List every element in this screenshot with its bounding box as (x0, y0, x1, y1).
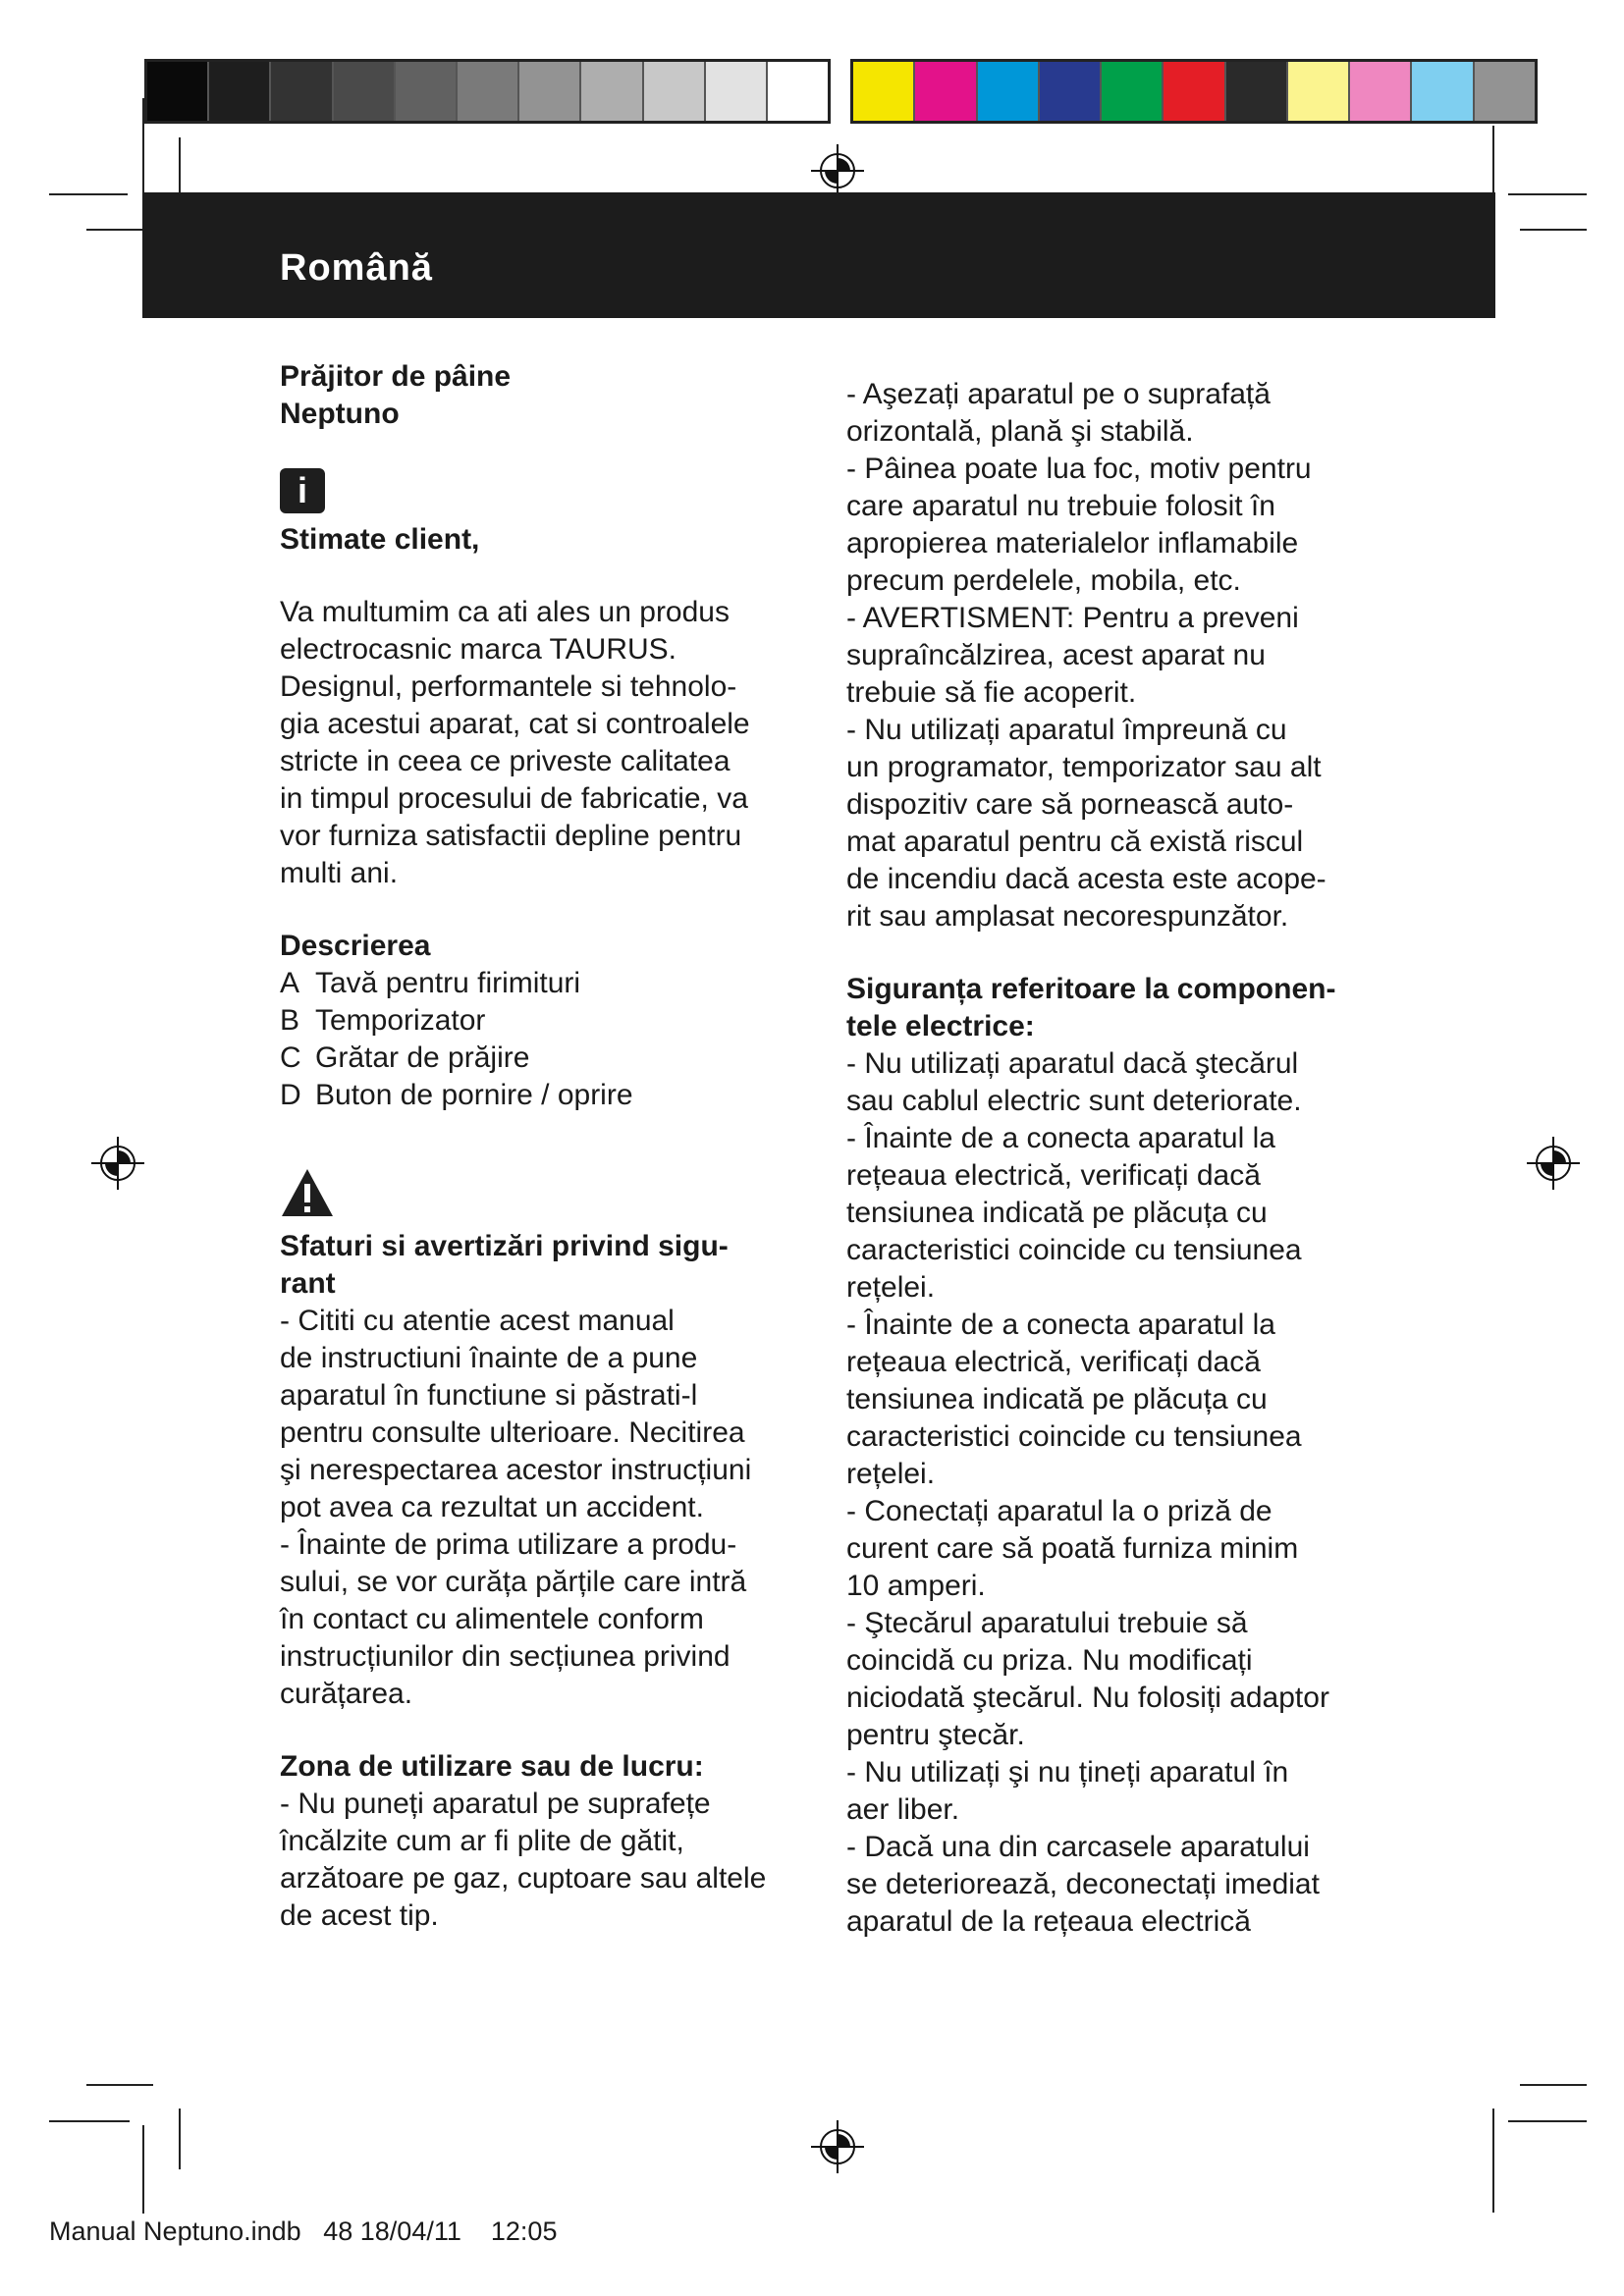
product-title-line: Neptuno (280, 398, 400, 430)
gray-swatch (644, 62, 706, 121)
safety-heading-line: Sfaturi si avertizări privind sigu- (280, 1230, 729, 1262)
usage-line: - Pâinea poate lua foc, motiv pentru (846, 453, 1312, 485)
electrical-line: aparatul de la rețeaua electrică (846, 1905, 1251, 1938)
electrical-line: pentru ştecăr. (846, 1719, 1025, 1751)
usage-line: precum perdelele, mobila, etc. (846, 564, 1241, 597)
safety-line: în contact cu alimentele conform (280, 1603, 704, 1635)
description-letter: C (280, 1041, 301, 1074)
info-icon: i (280, 468, 325, 513)
color-swatch (1226, 62, 1288, 121)
electrical-line: - Nu utilizați aparatul dacă ştecărul (846, 1047, 1299, 1080)
electrical-line: - Dacă una din carcasele aparatului (846, 1831, 1310, 1863)
crop-mark (1492, 126, 1494, 198)
zone-line: încălzite cum ar fi plite de gătit, (280, 1825, 684, 1857)
description-letter: B (280, 1004, 300, 1037)
safety-heading-line: rant (280, 1267, 336, 1300)
crop-mark (49, 2120, 130, 2122)
crop-mark (1508, 193, 1587, 195)
print-slug (49, 2216, 557, 2247)
electrical-line: 10 amperi. (846, 1570, 986, 1602)
description-text: Grătar de prăjire (315, 1041, 530, 1074)
description-heading: Descrierea (280, 930, 431, 962)
electrical-line: caracteristici coincide cu tensiunea (846, 1420, 1302, 1453)
electrical-line: curent care să poată furniza minim (846, 1532, 1299, 1565)
zone-line: arzătoare pe gaz, cuptoare sau altele (280, 1862, 767, 1895)
usage-line: orizontală, plană şi stabilă. (846, 415, 1194, 448)
safety-line: curățarea. (280, 1678, 413, 1710)
crop-mark (1520, 229, 1587, 231)
crop-mark (142, 2125, 144, 2214)
usage-line: trebuie să fie acoperit. (846, 676, 1137, 709)
electrical-line: se deteriorează, deconectați imediat (846, 1868, 1320, 1900)
electrical-line: rețeaua electrică, verificați dacă (846, 1346, 1261, 1378)
electrical-line: rețeaua electrică, verificați dacă (846, 1159, 1261, 1192)
safety-line: aparatul în functiune si păstrati-l (280, 1379, 698, 1412)
intro-line: electrocasnic marca TAURUS. (280, 633, 677, 666)
color-swatch (1350, 62, 1412, 121)
color-swatch (1040, 62, 1102, 121)
electrical-line: tensiunea indicată pe plăcuța cu (846, 1197, 1268, 1229)
electrical-line: rețelei. (846, 1271, 936, 1304)
color-swatch (978, 62, 1040, 121)
usage-line: supraîncălzirea, acest aparat nu (846, 639, 1266, 671)
grayscale-color-bar (144, 59, 831, 124)
registration-mark-icon (1527, 1137, 1580, 1190)
electrical-line: - Înainte de a conecta aparatul la (846, 1308, 1275, 1341)
intro-line: Designul, performantele si tehnolo- (280, 670, 737, 703)
description-letter: D (280, 1079, 301, 1111)
usage-line: rit sau amplasat necorespunzător. (846, 900, 1289, 933)
usage-line: de incendiu dacă acesta este acope- (846, 863, 1326, 895)
usage-line: - Nu utilizați aparatul împreună cu (846, 714, 1287, 746)
gray-swatch (334, 62, 396, 121)
safety-line: - Înainte de prima utilizare a produ- (280, 1528, 737, 1561)
safety-line: pot avea ca rezultat un accident. (280, 1491, 704, 1523)
description-text: Temporizator (315, 1004, 486, 1037)
gray-swatch (458, 62, 519, 121)
electrical-heading-line: tele electrice: (846, 1010, 1035, 1042)
crop-mark (86, 2084, 153, 2086)
registration-mark-icon (811, 2120, 864, 2173)
usage-line: - Aşezați aparatul pe o suprafață (846, 378, 1271, 410)
language-header-band (142, 192, 1495, 318)
registration-mark-icon (91, 1137, 144, 1190)
safety-line: de instructiuni înainte de a pune (280, 1342, 698, 1374)
gray-swatch (209, 62, 271, 121)
description-item (280, 965, 800, 1002)
electrical-line: - Ştecărul aparatului trebuie să (846, 1607, 1248, 1639)
electrical-line: - Înainte de a conecta aparatul la (846, 1122, 1275, 1154)
color-swatch (1288, 62, 1350, 121)
description-item (280, 1077, 800, 1114)
electrical-line: rețelei. (846, 1458, 936, 1490)
color-swatch (853, 62, 915, 121)
usage-line: care aparatul nu trebuie folosit în (846, 490, 1275, 522)
product-title-line: Prăjitor de pâine (280, 360, 512, 393)
cmyk-color-bar (850, 59, 1538, 124)
electrical-line: - Nu utilizați şi nu țineți aparatul în (846, 1756, 1289, 1789)
electrical-heading-line: Siguranța referitoare la componen- (846, 973, 1336, 1005)
safety-line: pentru consulte ulterioare. Necitirea (280, 1416, 745, 1449)
crop-mark (1508, 2120, 1587, 2122)
safety-line: instrucțiunilor din secțiunea privind (280, 1640, 731, 1673)
slug-file: Manual Neptuno.indb (49, 2216, 301, 2246)
registration-mark-icon (811, 144, 864, 197)
electrical-line: coincidă cu priza. Nu modificați (846, 1644, 1253, 1677)
color-swatch (1475, 62, 1535, 121)
slug-date: 18/04/11 (359, 2216, 461, 2246)
crop-mark (49, 193, 128, 195)
intro-line: gia acestui aparat, cat si controalele (280, 708, 750, 740)
safety-line: - Cititi cu atentie acest manual (280, 1305, 675, 1337)
crop-mark (1520, 2084, 1587, 2086)
zone-line: de acest tip. (280, 1899, 439, 1932)
language-title: Română (280, 247, 433, 289)
intro-line: vor furniza satisfactii depline pentru (280, 820, 742, 852)
gray-swatch (147, 62, 209, 121)
gray-swatch (271, 62, 333, 121)
zone-line: - Nu puneți aparatul pe suprafețe (280, 1788, 711, 1820)
electrical-line: aer liber. (846, 1793, 960, 1826)
usage-line: mat aparatul pentru că există riscul (846, 826, 1304, 858)
usage-line: un programator, temporizator sau alt (846, 751, 1322, 783)
gray-swatch (581, 62, 643, 121)
slug-time: 12:05 (490, 2216, 558, 2246)
description-text: Tavă pentru firimituri (315, 967, 581, 999)
intro-line: in timpul procesului de fabricatie, va (280, 782, 748, 815)
color-swatch (1164, 62, 1225, 121)
electrical-line: sau cablul electric sunt deteriorate. (846, 1085, 1302, 1117)
usage-line: apropierea materialelor inflamabile (846, 527, 1299, 560)
electrical-line: tensiunea indicată pe plăcuța cu (846, 1383, 1268, 1415)
color-swatch (915, 62, 977, 121)
safety-line: sului, se vor curăța părțile care intră (280, 1566, 747, 1598)
color-swatch (1102, 62, 1164, 121)
usage-line: dispozitiv care să pornească auto- (846, 788, 1294, 821)
electrical-line: niciodată ştecărul. Nu folosiți adaptor (846, 1682, 1329, 1714)
gray-swatch (396, 62, 458, 121)
electrical-line: - Conectați aparatul la o priză de (846, 1495, 1272, 1527)
crop-mark (1492, 2109, 1494, 2213)
gray-swatch (768, 62, 828, 121)
description-item (280, 1040, 800, 1077)
crop-mark (86, 229, 145, 231)
color-swatch (1412, 62, 1474, 121)
gray-swatch (519, 62, 581, 121)
description-item (280, 1002, 800, 1040)
right-column (846, 376, 1377, 1941)
left-column (280, 358, 800, 1935)
safety-line: şi nerespectarea acestor instrucțiuni (280, 1454, 752, 1486)
electrical-line: caracteristici coincide cu tensiunea (846, 1234, 1302, 1266)
intro-line: Va multumim ca ati ales un produs (280, 596, 730, 628)
crop-mark (179, 137, 181, 200)
intro-line: stricte in ceea ce priveste calitatea (280, 745, 731, 777)
crop-mark (179, 2109, 181, 2169)
intro-line: multi ani. (280, 857, 399, 889)
description-letter: A (280, 967, 300, 999)
slug-page: 48 (323, 2216, 353, 2246)
gray-swatch (706, 62, 768, 121)
usage-line: - AVERTISMENT: Pentru a preveni (846, 602, 1299, 634)
greeting: Stimate client, (280, 523, 480, 556)
warning-icon (280, 1167, 335, 1218)
zone-heading: Zona de utilizare sau de lucru: (280, 1750, 704, 1783)
description-text: Buton de pornire / oprire (315, 1079, 633, 1111)
